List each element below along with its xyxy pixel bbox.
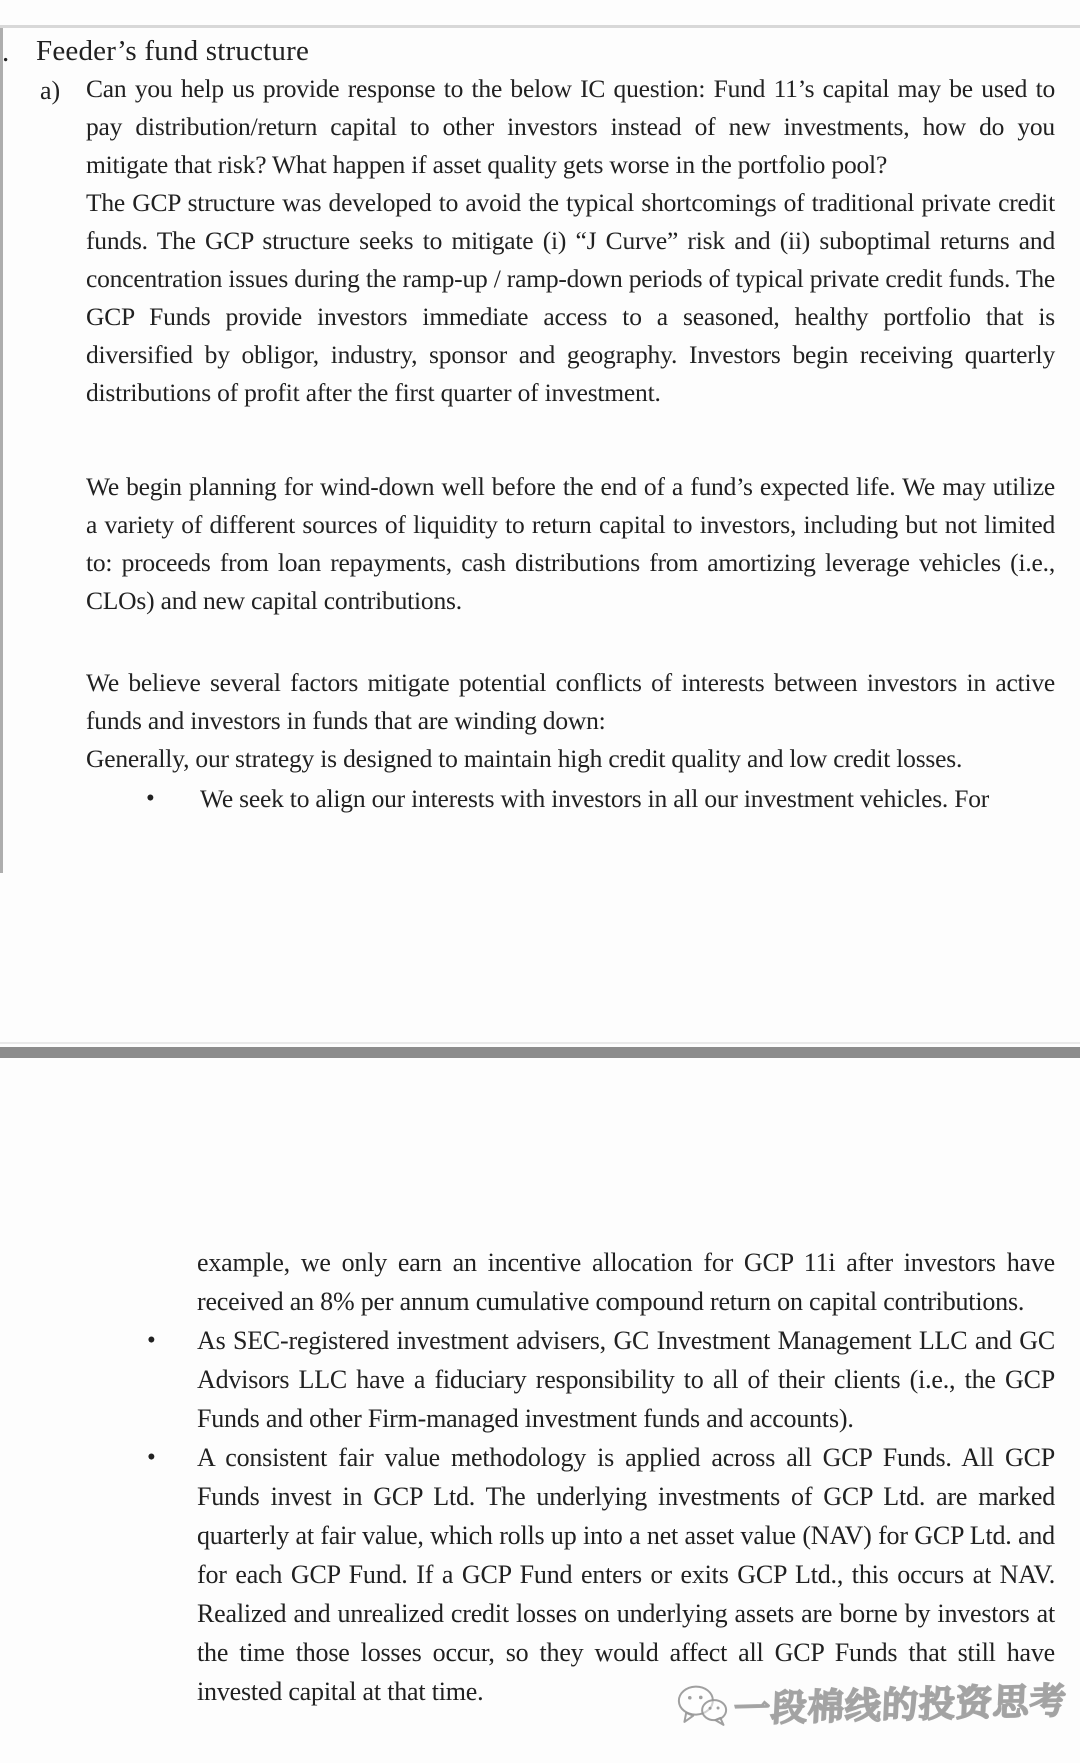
answer-paragraph-1: The GCP structure was developed to avoid the typical shortcomings of traditional private credit funds. The GCP structure seeks to mitigate (i) “J Curve” risk and (ii) suboptimal returns and concentration issues during the ramp-up / ramp-down periods of typical private credit funds. The GCP Funds provide investors immediate access to a seasoned, healthy portfolio that is diversified by obligor, industry, sponsor and geography. Investors begin receiving quarterly distributions of profit after the first quarter of investment. xyxy=(86,188,1055,407)
answer-paragraph-3: We believe several factors mitigate potential conflicts of interests between investors in active funds and investors in funds that are winding down: xyxy=(86,668,1055,735)
generally-line: Generally, our strategy is designed to maintain high credit quality and low credit losses. xyxy=(86,744,963,773)
watermark-text: 一段棉线的投资思考 xyxy=(733,1680,1068,1731)
section-heading: Feeder’s fund structure xyxy=(36,35,310,67)
bullet-marker: • xyxy=(147,1327,156,1354)
bullet-marker: • xyxy=(147,1444,156,1471)
clipped-list-number: . xyxy=(2,36,10,68)
main-text-column xyxy=(86,70,1055,818)
bullet-text-align-interests: We seek to align our interests with investors in all our investment vehicles. For xyxy=(200,784,990,813)
bullet-text-sec-registered: As SEC-registered investment advisers, GC Investment Management LLC and GC Advisors LLC have a fiduciary responsibility to all of their clients (i.e., the GCP Funds and other Firm-managed investment funds and accounts). xyxy=(197,1326,1055,1433)
page-break-divider-bar xyxy=(0,1047,1080,1058)
page-top-rule xyxy=(0,25,1080,28)
ic-question-paragraph: Can you help us provide response to the below IC question: Fund 11’s capital may be used to pay distribution/return capital to other investors instead of new investments, how do you mitigate that risk? What happen if asset quality gets worse in the portfolio pool? xyxy=(86,74,1055,179)
bullet-marker: • xyxy=(146,785,155,812)
bullet-item xyxy=(147,1438,1055,1711)
bullet-item xyxy=(86,780,1055,818)
bullet-text-fair-value: A consistent fair value methodology is applied across all GCP Funds. All GCP Funds invest in GCP Ltd. The underlying investments of GCP Ltd. are marked quarterly at fair value, which rolls up into a net asset value (NAV) for GCP Ltd. and for each GCP Fund. If a GCP Fund enters or exits GCP Ltd., this occurs at NAV. Realized and unrealized credit losses on underlying assets are borne by investors at the time those losses occur, so they would affect all GCP Funds that still have invested capital at that time. xyxy=(197,1443,1055,1706)
scan-left-edge-artifact xyxy=(0,28,3,873)
list-item-label-a: a) xyxy=(40,76,61,105)
bullet-item xyxy=(147,1321,1055,1438)
answer-paragraph-2: We begin planning for wind-down well before the end of a fund’s expected life. We may utilize a variety of different sources of liquidity to return capital to investors, including but not limited to: proceeds from loan repayments, cash distributions from amortizing leverage vehicles (i.e., CLOs) and new capital contributions. xyxy=(86,472,1055,615)
divider-highlight-line xyxy=(0,1042,1080,1044)
bottom-text-column xyxy=(147,1243,1055,1711)
bullet-continuation-paragraph: example, we only earn an incentive allocation for GCP 11i after investors have received an 8% per annum cumulative compound return on capital contributions. xyxy=(197,1248,1055,1316)
